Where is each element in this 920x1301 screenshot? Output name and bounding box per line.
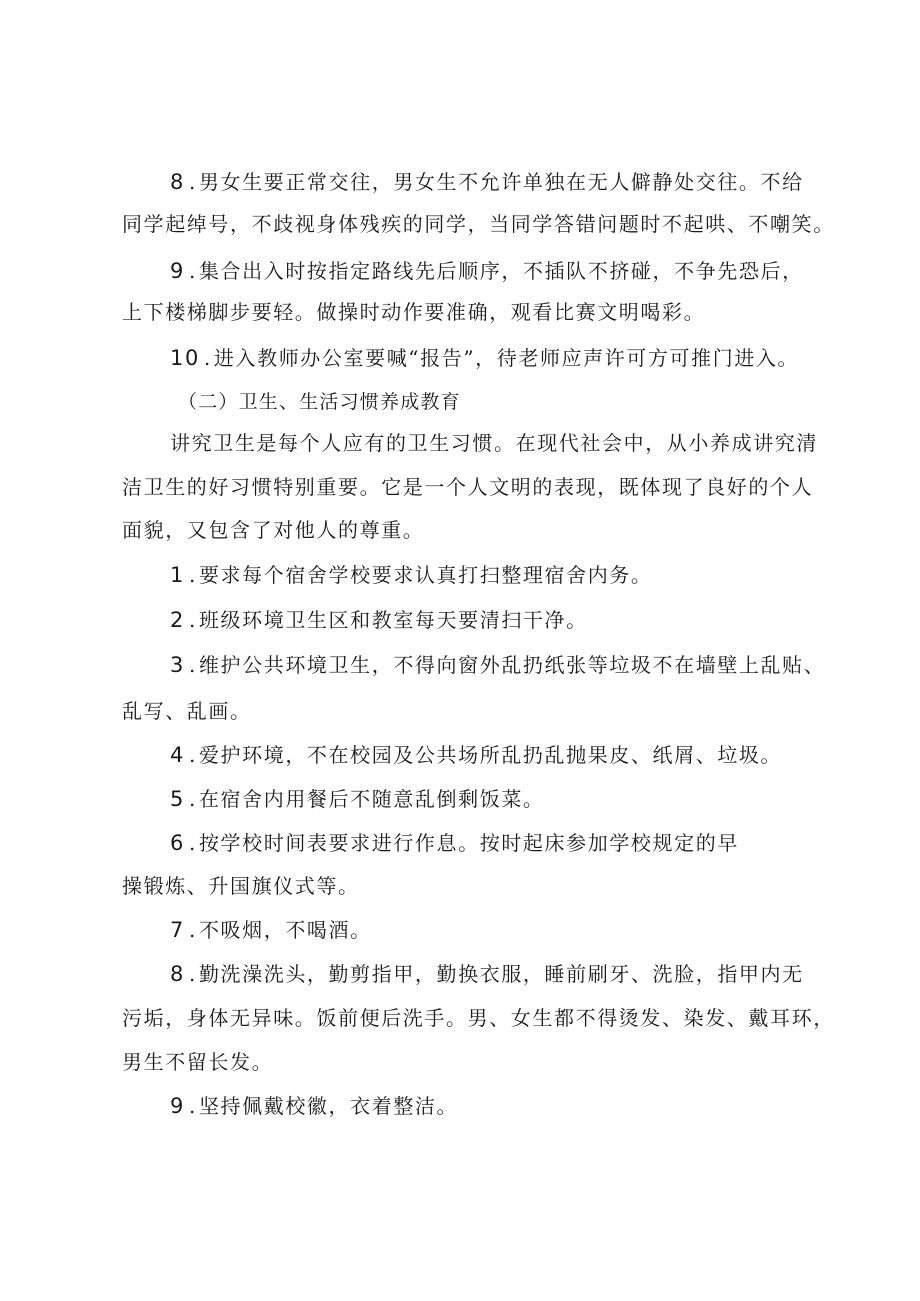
item-text: 班级环境卫生区和教室每天要清扫干净。: [198, 608, 588, 632]
item-number: 8: [170, 962, 185, 986]
item-number: 1: [170, 563, 185, 587]
item-text: 按学校时间表要求进行作息。按时起床参加学校规定的早: [198, 831, 739, 855]
intro-paragraph-line-3: 面貌，又包含了对他人的尊重。: [122, 518, 425, 542]
item-number: 3: [170, 653, 185, 677]
item-separator: .: [188, 563, 197, 587]
intro-paragraph-line-1: 讲究卫生是每个人应有的卫生习惯。在现代社会中，从小养成讲究清: [170, 431, 818, 455]
item-number: 8: [170, 170, 185, 194]
item-text: 爱护环境，不在校园及公共场所乱扔乱抛果皮、纸屑、垃圾。: [198, 743, 783, 767]
item-text: 要求每个宿舍学校要求认真打扫整理宿舍内务。: [198, 563, 653, 587]
item-text: 集合出入时按指定路线先后顺序，不插队不挤碰，不争先恐后，: [198, 259, 804, 283]
item-number: 5: [170, 787, 185, 811]
item-number: 9: [170, 259, 185, 283]
list-item-4: [170, 743, 782, 767]
item-separator: .: [188, 743, 197, 767]
list-item-9-line-2: 上下楼梯脚步要轻。做操时动作要准确，观看比赛文明喝彩。: [122, 300, 706, 324]
list-item-3-line-1: [170, 653, 825, 677]
item-text: 坚持佩戴校徽，衣着整洁。: [198, 1094, 459, 1118]
list-item-9-line-1: [170, 259, 804, 283]
item-number: 9: [170, 1094, 185, 1118]
list-item-5: [170, 787, 545, 811]
list-item-8b-line-1: [170, 962, 804, 986]
item-separator: .: [188, 608, 197, 632]
item-separator: .: [188, 259, 197, 283]
item-separator: .: [188, 831, 197, 855]
list-item-6-line-2: 操锻炼、升国旗仪式等。: [122, 874, 360, 898]
list-item-8b-line-2: 污垢，身体无异味。饭前便后洗手。男、女生都不得烫发、染发、戴耳环，: [122, 1006, 835, 1030]
item-separator: .: [188, 653, 197, 677]
item-number: 7: [170, 918, 185, 942]
list-item-1: [170, 563, 653, 587]
item-text: 进入教师办公室要喊“报告”，待老师应声许可方可推门进入。: [213, 346, 800, 370]
list-item-3-line-2: 乱写、乱画。: [122, 699, 252, 723]
intro-paragraph-line-2: 洁卫生的好习惯特别重要。它是一个人文明的表现，既体现了良好的个人: [122, 475, 814, 499]
item-number: 4: [170, 743, 185, 767]
item-number: 2: [170, 608, 185, 632]
item-number: 10: [170, 346, 200, 370]
list-item-2: [170, 608, 588, 632]
item-separator: .: [203, 346, 212, 370]
list-item-8b-line-3: 男生不留长发。: [122, 1050, 274, 1074]
item-text: 勤洗澡洗头，勤剪指甲，勤换衣服，睡前刷牙、洗脸，指甲内无: [198, 962, 804, 986]
item-number: 6: [170, 831, 185, 855]
item-text: 维护公共环境卫生，不得向窗外乱扔纸张等垃圾不在墙壁上乱贴、: [198, 653, 826, 677]
item-text: 在宿舍内用餐后不随意乱倒剩饭菜。: [198, 787, 545, 811]
list-item-7: [170, 918, 372, 942]
item-text: 男女生要正常交往，男女生不允许单独在无人僻静处交往。不给: [198, 170, 804, 194]
section-heading: （二）卫生、生活习惯养成教育: [178, 391, 461, 413]
list-item-6-line-1: [170, 831, 739, 855]
item-separator: .: [188, 787, 197, 811]
item-separator: .: [188, 962, 197, 986]
item-separator: .: [188, 918, 197, 942]
item-text: 不吸烟，不喝酒。: [198, 918, 372, 942]
item-separator: .: [188, 170, 197, 194]
list-item-8-line-2: 同学起绰号，不歧视身体残疾的同学，当同学答错问题时不起哄、不嘲笑。: [122, 212, 835, 236]
list-item-9b: [170, 1094, 458, 1118]
list-item-10-line-1: [170, 346, 799, 370]
item-separator: .: [188, 1094, 197, 1118]
list-item-8-line-1: [170, 170, 804, 194]
